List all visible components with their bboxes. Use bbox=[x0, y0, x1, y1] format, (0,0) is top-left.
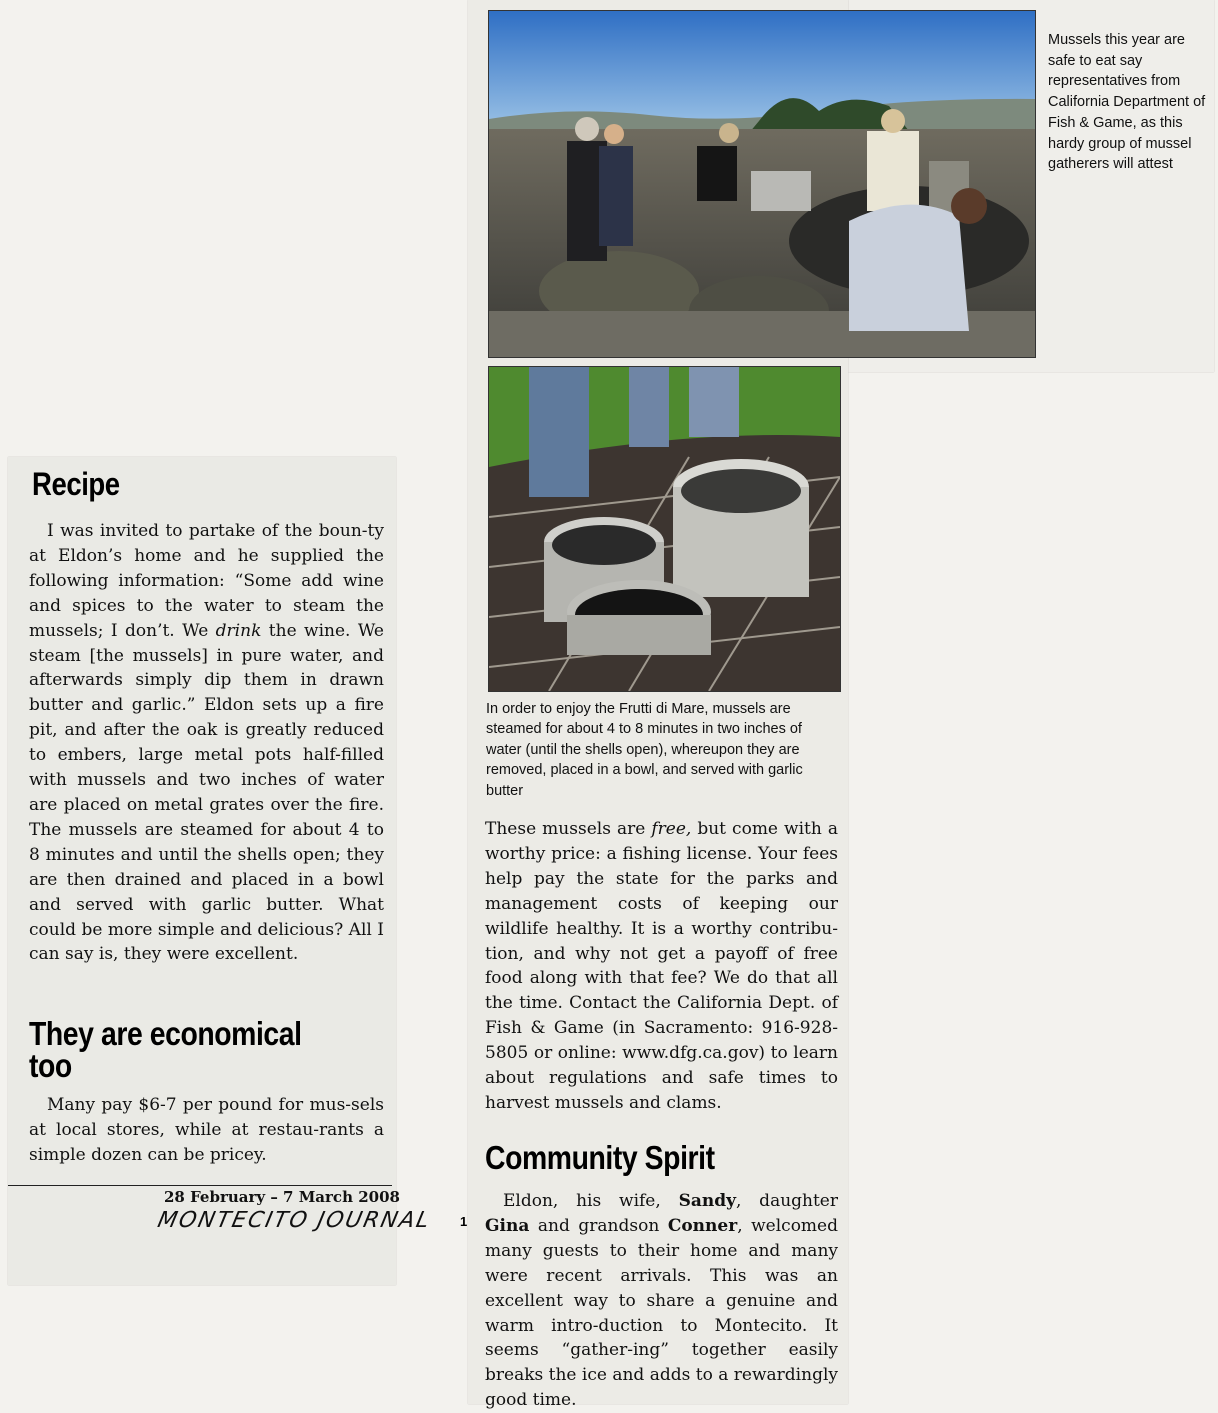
name-conner: Conner bbox=[667, 1215, 738, 1236]
community-heading: Community Spirit bbox=[485, 1139, 715, 1176]
recipe-article bbox=[29, 519, 384, 967]
issue-date: 28 February – 7 March 2008 bbox=[164, 1188, 400, 1206]
community-article bbox=[485, 1189, 838, 1413]
beach-photo-caption: Mussels this year are safe to eat say representatives from California Department of Fish & Game, as this hardy group of mussel gatherers will attest bbox=[1048, 32, 1206, 173]
economical-text: Many pay $6-7 per pound for mus-sels at local stores, while at restau-rants a simple dozen can be pricey. bbox=[29, 1095, 384, 1165]
footer-rule bbox=[8, 1185, 392, 1186]
community-text-3: and grandson bbox=[529, 1215, 668, 1236]
recipe-heading: Recipe bbox=[32, 466, 120, 502]
name-gina: Gina bbox=[485, 1215, 530, 1236]
community-text-1: Eldon, his wife, bbox=[503, 1191, 679, 1211]
recipe-text-1: I was invited to partake of the boun-ty at Eldon’s home and he supplied the following information: “Some add wine and spices to the water to steam the mussels; I don’t. We bbox=[29, 521, 384, 641]
recipe-emphasis: drink bbox=[215, 620, 262, 641]
community-text-2: , daughter bbox=[735, 1191, 838, 1211]
masthead-logo: MONTECITO JOURNAL bbox=[155, 1208, 434, 1233]
page-number: 1 bbox=[460, 1214, 468, 1229]
steaming-pots-photo bbox=[488, 366, 841, 692]
mussels-text-1: These mussels are bbox=[485, 819, 652, 839]
name-sandy: Sandy bbox=[678, 1191, 736, 1211]
mussels-article bbox=[485, 817, 838, 1116]
mussel-gatherers-photo bbox=[488, 10, 1036, 358]
mussels-emphasis: free, bbox=[651, 819, 692, 839]
mussels-text-2: but come with a worthy price: a fishing license. Your fees help pay the state for the parks and management costs of keeping our wildlife healthy. It is a worthy contribu-tion, and why not get a payoff of free food along with that fee? We do that all the time. Contact the California Dept. of Fish & Game (in Sacramento: 916-928-5805 or online: www.dfg.ca.gov) to learn about regulations and safe times to harvest mussels and clams. bbox=[485, 819, 838, 1113]
recipe-text-2: the wine. We steam [the mussels] in pure water, and afterwards simply dip them in drawn butter and garlic.” Eldon sets up a fire pit, and after the oak is greatly reduced to embers, large metal pots half-filled with mussels and two inches of water are placed on metal grates over the fire. The mussels are steamed for about 4 to 8 minutes and until the shells open; they are then drained and placed in a bowl and served with garlic butter. What could be more simple and delicious? All I can say is, they were excellent. bbox=[29, 620, 384, 965]
economical-heading: They are economical too bbox=[29, 1015, 302, 1084]
economical-article bbox=[29, 1093, 384, 1168]
pots-photo-caption: In order to enjoy the Frutti di Mare, mussels are steamed for about 4 to 8 minutes in two inches of water (until the shells open), whereupon they are removed, placed in a bowl, and served with garlic butter bbox=[486, 701, 803, 799]
community-text-4: , welcomed many guests to their home and many were recent arrivals. This was an excellent way to share a genuine and warm intro-duction to Montecito. It seems “gather-ing” together easily breaks the ice and adds to a rewardingly good time. bbox=[485, 1215, 838, 1411]
